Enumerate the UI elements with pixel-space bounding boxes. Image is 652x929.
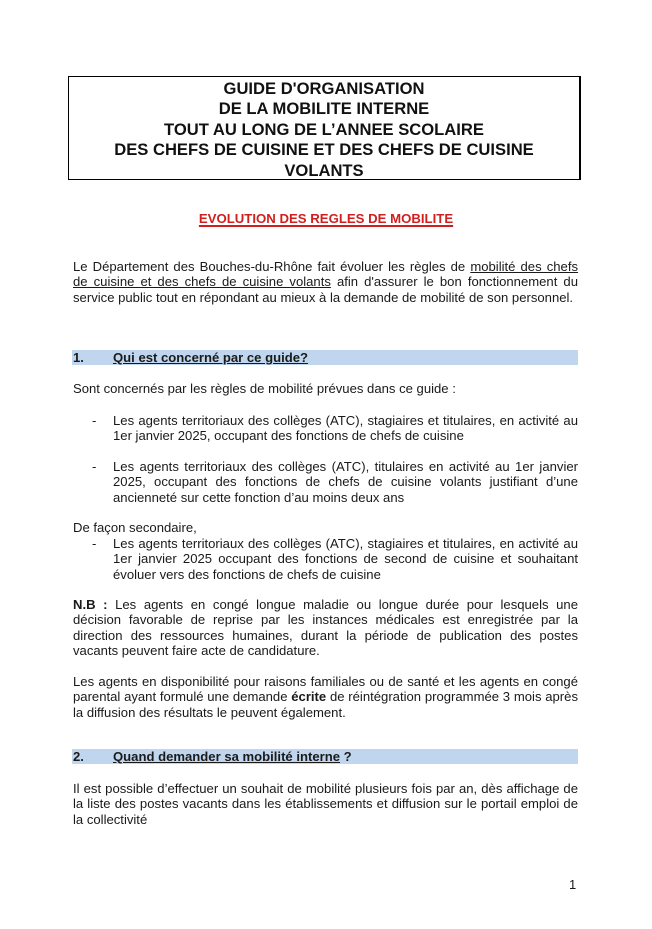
list-item	[73, 413, 578, 444]
nb-text: Les agents en congé longue maladie ou longue durée pour lesquels une décision favorable de reprise par les instances médicales est enregistrée par la direction des ressources humaines, durant la période de publication des postes vacants peuvent faire acte de candidature.	[73, 597, 578, 659]
availability-bold-word: écrite	[291, 689, 327, 705]
section-number: 2.	[73, 749, 84, 764]
secondary-lead: De façon secondaire,	[73, 520, 197, 535]
title-line-5: VOLANTS	[284, 160, 364, 180]
intro-text-start: Le Département des Bouches-du-Rhône fait évoluer les règles de	[73, 259, 471, 274]
nb-paragraph	[73, 597, 578, 659]
section2-paragraph: Il est possible d’effectuer un souhait de mobilité plusieurs fois par an, dès affichage de la liste des postes vacants dans les établissements et diffusion sur le portail emploi de la collectivité	[73, 781, 578, 827]
intro-paragraph	[73, 259, 578, 305]
section-heading-2	[72, 749, 578, 764]
title-line-3: TOUT AU LONG DE L’ANNEE SCOLAIRE	[164, 119, 484, 139]
section1-lead: Sont concernés par les règles de mobilité prévues dans ce guide :	[73, 381, 456, 396]
title-line-2: DE LA MOBILITE INTERNE	[218, 99, 430, 119]
section-subtitle: EVOLUTION DES REGLES DE MOBILITE	[198, 211, 454, 226]
availability-paragraph	[73, 674, 578, 720]
section-title	[113, 749, 352, 764]
title-line-4: DES CHEFS DE CUISINE ET DES CHEFS DE CUISINE	[114, 140, 534, 160]
list-item	[73, 459, 578, 505]
list-item-text: Les agents territoriaux des collèges (ATC), stagiaires et titulaires, en activité au 1er janvier 2025 occupant des fonctions de second de cuisine et souhaitant évoluer vers des fonctions de chefs de cuisine	[113, 536, 578, 582]
title-line-1: GUIDE D'ORGANISATION	[223, 79, 425, 98]
availability-text-end: de réintégration programmée 3 mois après la diffusion des résultats le peuvent également.	[73, 689, 578, 720]
intro-text-end: afin d'assurer le bon fonctionnement du service public tout en répondant au mieux à la demande de mobilité de son personnel.	[73, 274, 578, 305]
bullet-dash: -	[92, 536, 97, 551]
intro-underlined-text: mobilité des chefs de cuisine et des chefs de cuisine volants	[73, 259, 579, 290]
bullet-dash: -	[92, 413, 97, 428]
section-title-suffix: ?	[340, 749, 352, 764]
availability-text-start: Les agents en disponibilité pour raisons familiales ou de santé et les agents en congé parental ayant formulé une demande	[73, 674, 578, 705]
list-item-text: Les agents territoriaux des collèges (ATC), titulaires en activité au 1er janvier 2025, occupant des fonctions de chefs de cuisine volants justifiant d’une ancienneté sur cette fonction d’au moins deux ans	[113, 459, 578, 505]
section-number: 1.	[73, 350, 84, 365]
section-heading-1	[72, 350, 578, 365]
section-title-underlined: Quand demander sa mobilité interne	[113, 749, 341, 764]
list-item	[73, 536, 578, 582]
section-title: Qui est concerné par ce guide?	[113, 350, 309, 365]
list-item-text: Les agents territoriaux des collèges (ATC), stagiaires et titulaires, en activité au 1er janvier 2025, occupant des fonctions de chefs de cuisine	[113, 413, 578, 444]
bullet-dash: -	[92, 459, 97, 474]
document-title-box	[68, 76, 581, 180]
nb-label: N.B :	[73, 597, 108, 612]
page-number: 1	[569, 877, 577, 892]
